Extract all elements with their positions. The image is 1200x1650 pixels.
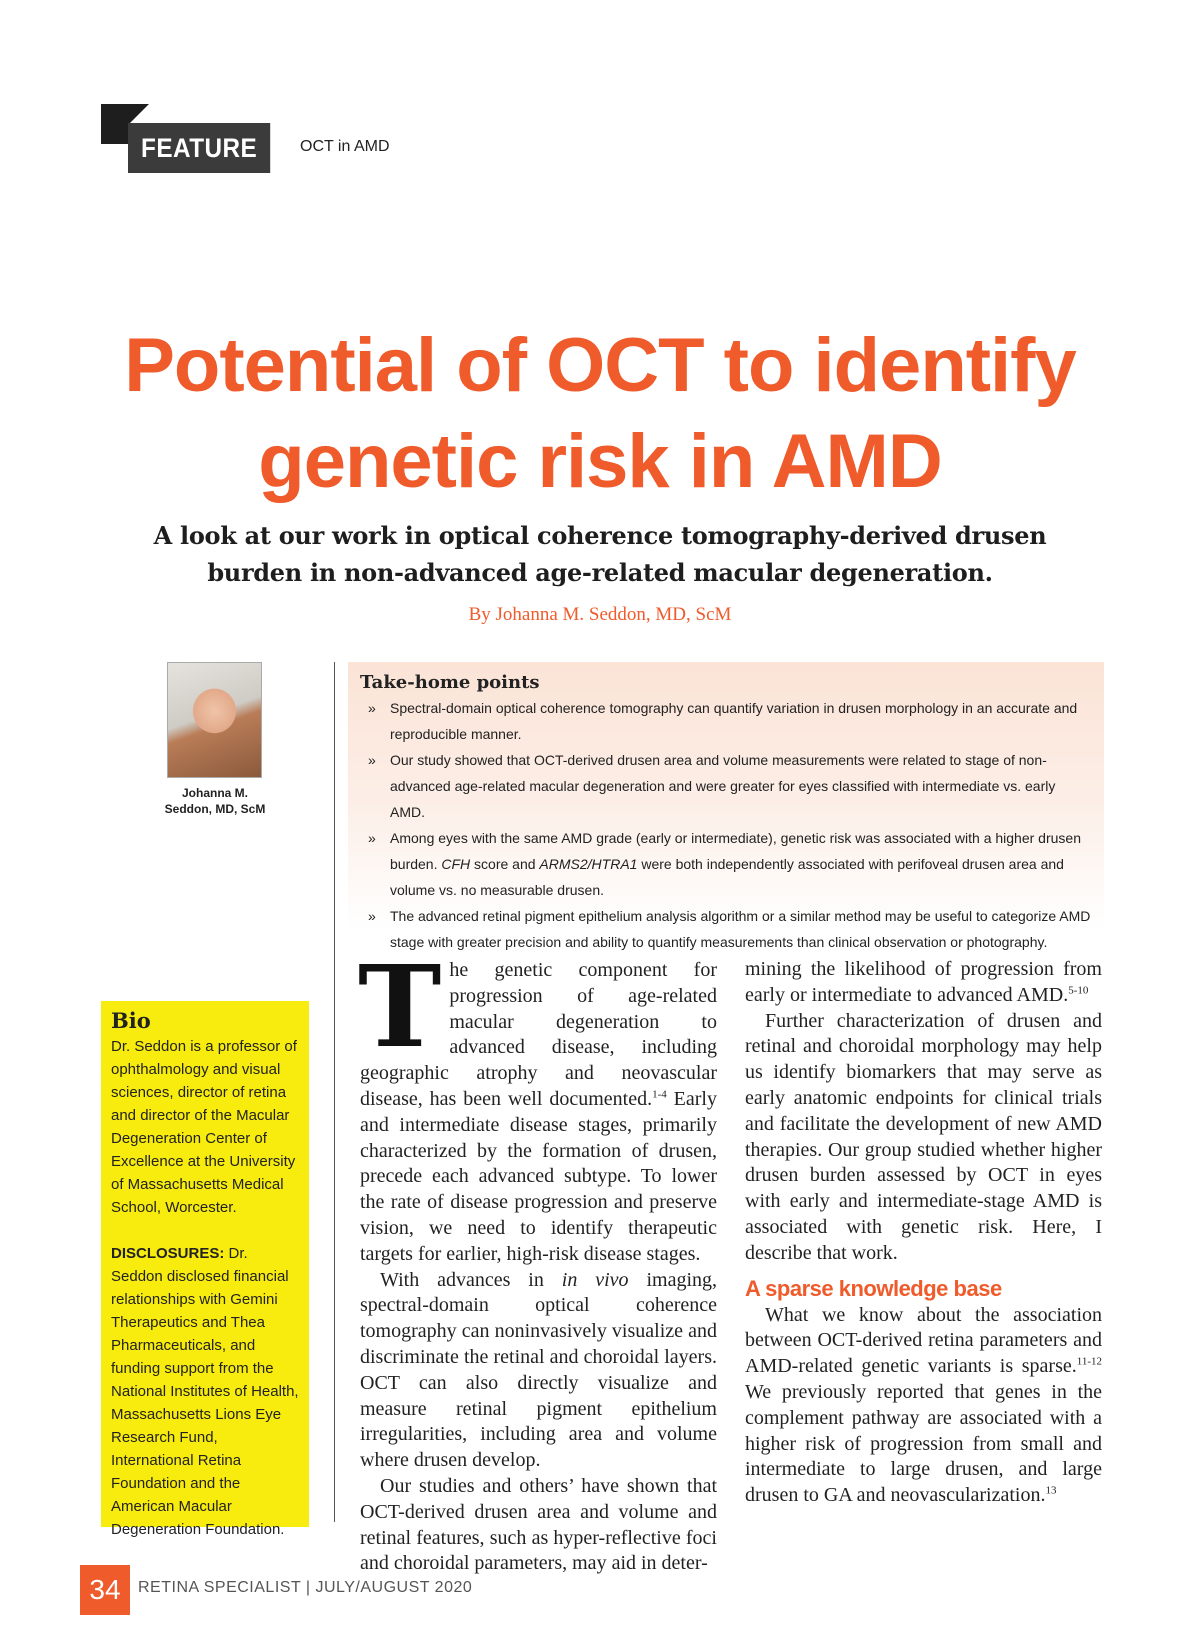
bullet-mark: » <box>368 908 376 924</box>
reference: 5-10 <box>1068 984 1089 997</box>
author-caption <box>150 785 280 817</box>
bio-box <box>101 1001 309 1538</box>
page-number: 34 <box>80 1565 130 1615</box>
takehome-point: » Spectral-domain optical coherence tomography can quantify variation in drusen morphology in an accurate and reproducible manner. <box>360 695 1092 747</box>
byline: By Johanna M. Seddon, MD, ScM <box>468 604 732 625</box>
body-column-2 <box>745 957 1102 1509</box>
article-title <box>60 318 1140 510</box>
drop-cap: T <box>358 942 442 1073</box>
reference: 11-12 <box>1076 1355 1102 1368</box>
takehome-point: » Our study showed that OCT-derived drusen area and volume measurements were related to stage of non-advanced age-related macular degeneration and were greater for eyes classified with intermediate vs. early AMD. <box>360 747 1092 825</box>
author-caption-line-2: Seddon, MD, ScM <box>164 802 266 816</box>
publication-footer: RETINA SPECIALIST | JULY/AUGUST 2020 <box>138 1579 473 1596</box>
disclosures <box>111 1242 299 1541</box>
reference: 1-4 <box>652 1088 667 1101</box>
body-paragraph: Further characterization of drusen and retinal and choroidal morphology may help us identify biomarkers that may serve as early anatomic endpoints for clinical trials and facilitate the development of new AMD therapies. Our group studied whether higher drusen burden assessed by OCT in eyes with early and intermediate-stage AMD is associated with genetic risk. Here, I describe that work. <box>745 1009 1102 1264</box>
takehome-point: » The advanced retinal pigment epithelium analysis algorithm or a similar method may be useful to categorize AMD stage with greater precision and ability to quantify measurements than clinical observation or photography. <box>360 903 1092 955</box>
title-line-1: Potential of OCT to identify <box>124 323 1076 408</box>
body-paragraph: mining the likelihood of progression from early or intermediate to advanced AMD.$^{5-10}$ <box>745 958 1102 1006</box>
disclosures-text: Dr. Seddon disclosed financial relationships with Gemini Therapeutics and Thea Pharmaceuticals, and funding support from the National Institutes of Health, Massachusetts Lions Eye Research Fund, International Retina Foundation and the American Macular Degeneration Foundation. <box>111 1245 299 1538</box>
takehome-point: » Among eyes with the same AMD grade (early or intermediate), genetic risk was associated with a higher drusen burden. CFH score and ARMS2/HTRA1 were both independently associated with perifoveal drusen area and volume vs. no measurable drusen. <box>360 825 1092 903</box>
section-heading: A sparse knowledge base <box>745 1275 1002 1301</box>
title-line-2: genetic risk in AMD <box>258 419 942 504</box>
disclosures-label: DISCLOSURES: <box>111 1245 225 1262</box>
subtitle-line-1: A look at our work in optical coherence tomography-derived drusen <box>153 521 1047 550</box>
article-subtitle <box>100 517 1100 591</box>
bio-heading: Bio <box>111 1008 151 1033</box>
column-divider <box>334 662 335 1522</box>
body-column-1 <box>358 942 717 1577</box>
takehome-list <box>360 695 1092 955</box>
body-paragraph: Our studies and others’ have shown that OCT-derived drusen area and volume and retinal features, such as hyper-reflective foci and choroidal parameters, may aid in deter- <box>360 1474 717 1575</box>
body-paragraph: What we know about the association between OCT-derived retina parameters and AMD-related genetic variants is sparse.$^{11-12}$ We previously reported that genes in the complement pathway are associated with a higher risk of progression from small and intermediate to large drusen, and large drusen to GA and neovascularization.$^{13}$ <box>745 1303 1102 1507</box>
author-caption-line-1: Johanna M. <box>181 786 248 800</box>
body-paragraph: With advances in in vivo imaging, spectral-domain optical coherence tomography can noninvasively visualize and discriminate the retinal and choroidal layers. OCT can also directly visualize and measure retinal pigment epithelium irregularities, including area and volume where drusen develop. <box>360 1268 717 1472</box>
section-label: OCT in AMD <box>300 138 390 155</box>
feature-tag-notch <box>129 104 149 124</box>
subtitle-line-2: burden in non-advanced age-related macular degeneration. <box>207 558 993 587</box>
bullet-mark: » <box>368 830 376 846</box>
gene-name: ARMS2/HTRA1 <box>539 856 638 872</box>
takehome-box <box>348 662 1104 950</box>
reference: 13 <box>1045 1484 1057 1497</box>
author-photo <box>167 662 262 778</box>
bullet-mark: » <box>368 752 376 768</box>
takehome-heading: Take-home points <box>360 672 540 693</box>
gene-name: CFH <box>441 856 471 872</box>
bullet-mark: » <box>368 700 376 716</box>
feature-label: FEATURE <box>128 123 270 173</box>
body-paragraph: The genetic component for progression of age-related macular degeneration to advanced disease, including geographic atrophy and neovascular disease, has been well documented.$^{1-4}$ Early and intermediate disease stages, primarily characterized by the formation of drusen, precede each advanced subtype. To lower the rate of disease progression and preserve vision, we need to identify therapeutic targets for earlier, high-risk disease stages. <box>358 942 717 1265</box>
bio-text: Dr. Seddon is a professor of ophthalmology and visual sciences, director of retina and director of the Macular Degeneration Center of Excellence at the University of Massachusetts Medical School, Worcester. <box>111 1038 297 1216</box>
